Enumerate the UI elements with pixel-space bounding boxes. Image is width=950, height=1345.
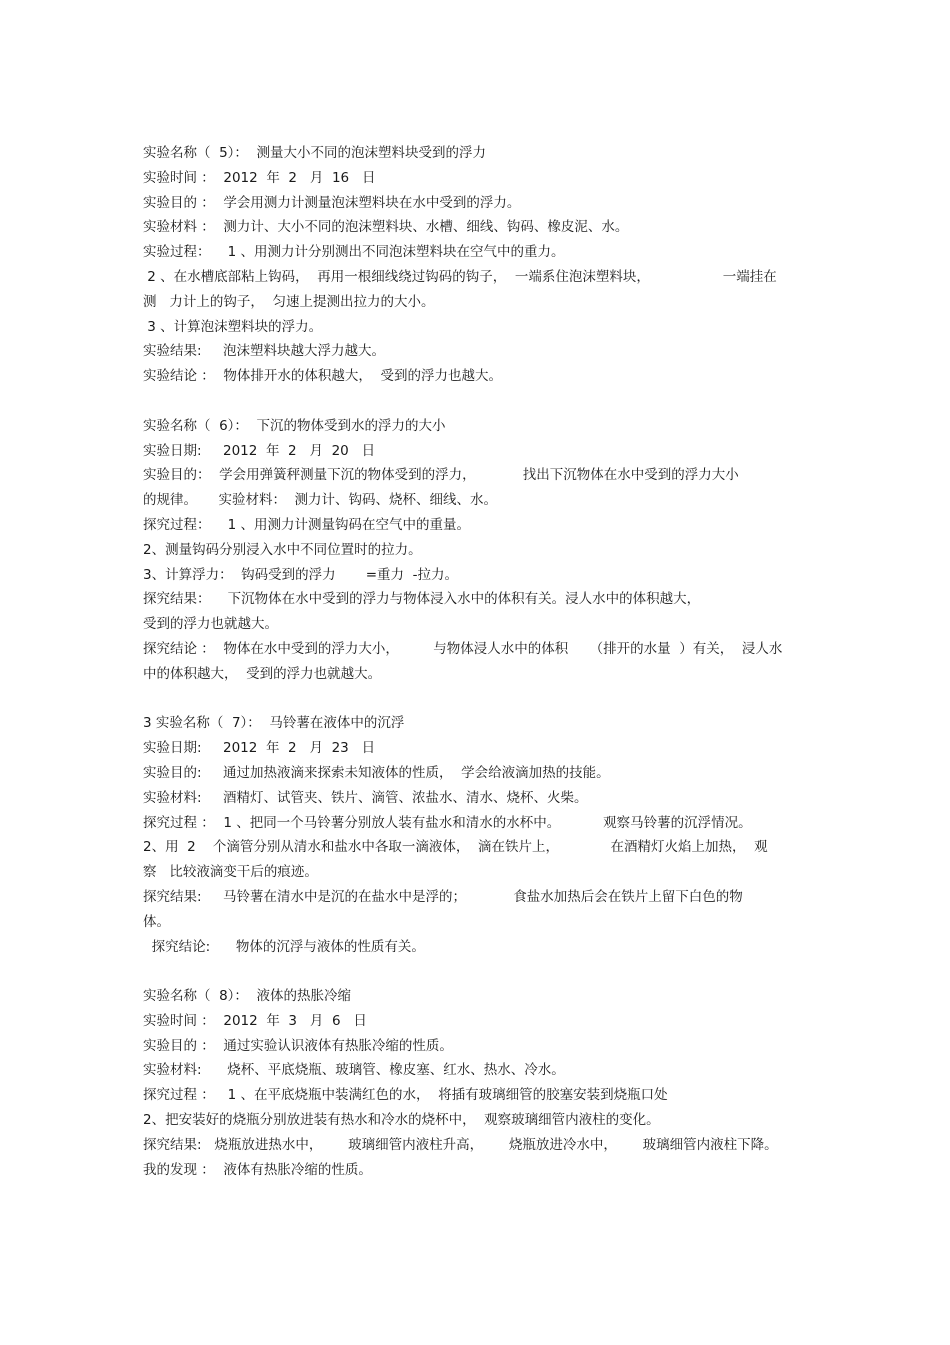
experiment-materials: 实验材料: 酒精灯、试管夹、铁片、滴管、浓盐水、清水、烧杯、火柴。 <box>143 789 588 806</box>
experiment-process: 探究过程 ： 1 、在平底烧瓶中装满红色的水， 将插有玻璃细管的胶塞安装到烧瓶口处 <box>143 1087 668 1104</box>
experiment-date: 实验日期: 2012 年 2 月 23 日 <box>143 740 376 757</box>
section-spacer <box>143 389 823 414</box>
experiment-section-8 <box>143 984 823 1182</box>
experiment-section-6 <box>143 414 823 687</box>
experiment-title: 3 实验名称（ 7）： 马铃薯在液体中的沉浮 <box>143 715 405 732</box>
experiment-result: 探究结果: 烧瓶放进热水中， 玻璃细管内液柱升高， 烧瓶放进冷水中， 玻璃细管内液柱下降。 <box>143 1136 778 1153</box>
experiment-date: 实验日期: 2012 年 2 月 20 日 <box>143 442 376 459</box>
experiment-purpose: 实验目的 ： 学会用测力计测量泡沫塑料块在水中受到的浮力。 <box>143 194 521 211</box>
document-body <box>143 141 823 1182</box>
text-line: 2 、在水槽底部粘上钩码， 再用一根细线绕过钩码的钩子， 一端系住泡沫塑料块， 一端挂在 <box>143 268 777 285</box>
text-line: 3 、计算泡沫塑料块的浮力。 <box>143 318 323 335</box>
experiment-materials: 实验材料 ： 测力计、大小不同的泡沫塑料块、水槽、细线、钩码、橡皮泥、水。 <box>143 219 629 236</box>
text-line: 中的体积越大， 受到的浮力也就越大。 <box>143 665 382 682</box>
experiment-purpose: 实验目的: 通过加热液滴来探索未知液体的性质， 学会给液滴加热的技能。 <box>143 764 610 781</box>
text-line: 3、计算浮力： 钩码受到的浮力 =重力 -拉力。 <box>143 566 458 583</box>
text-line: 2、测量钩码分别浸入水中不同位置时的拉力。 <box>143 541 422 558</box>
experiment-purpose: 实验目的： 学会用弹簧秤测量下沉的物体受到的浮力， 找出下沉物体在水中受到的浮力大小 <box>143 467 739 484</box>
text-line: 2、用 2 个滴管分别从清水和盐水中各取一滴液体， 滴在铁片上， 在酒精灯火焰上加热， 观 <box>143 839 768 856</box>
experiment-title: 实验名称（ 6）： 下沉的物体受到水的浮力的大小 <box>143 417 446 434</box>
section-spacer <box>143 959 823 984</box>
experiment-section-7 <box>143 711 823 959</box>
experiment-finding: 我的发现 ： 液体有热胀冷缩的性质。 <box>143 1161 372 1178</box>
text-line: 2、把安装好的烧瓶分别放进装有热水和冷水的烧杯中， 观察玻璃细管内液柱的变化。 <box>143 1112 660 1129</box>
experiment-process: 探究过程： 1 、用测力计测量钩码在空气中的重量。 <box>143 516 471 533</box>
experiment-purpose: 实验目的 ： 通过实验认识液体有热胀冷缩的性质。 <box>143 1037 453 1054</box>
experiment-title: 实验名称（ 5）： 测量大小不同的泡沫塑料块受到的浮力 <box>143 145 487 161</box>
text-line: 体。 <box>143 913 170 930</box>
experiment-materials: 实验材料: 烧杯、平底烧瓶、玻璃管、橡皮塞、红水、热水、冷水。 <box>143 1062 565 1079</box>
text-line: 的规律。 实验材料： 测力计、钩码、烧杯、细线、水。 <box>143 492 498 509</box>
experiment-date: 实验时间 ： 2012 年 3 月 6 日 <box>143 1012 367 1029</box>
experiment-conclusion: 实验结论 ： 物体排开水的体积越大， 受到的浮力也越大。 <box>143 368 502 385</box>
experiment-result: 实验结果: 泡沫塑料块越大浮力越大。 <box>143 343 386 360</box>
text-line: 测 力计上的钩子， 匀速上提测出拉力的大小。 <box>143 293 435 310</box>
text-line: 察 比较液滴变干后的痕迹。 <box>143 864 318 881</box>
experiment-title: 实验名称（ 8）： 液体的热胀冷缩 <box>143 988 352 1005</box>
experiment-conclusion: 探究结论: 物体的沉浮与液体的性质有关。 <box>143 938 425 955</box>
experiment-section-5 <box>143 141 823 389</box>
experiment-date: 实验时间 ： 2012 年 2 月 16 日 <box>143 169 376 186</box>
experiment-process: 实验过程： 1 、用测力计分别测出不同泡沫塑料块在空气中的重力。 <box>143 244 565 261</box>
section-spacer <box>143 687 823 712</box>
experiment-result: 探究结果： 下沉物体在水中受到的浮力与物体浸入水中的体积有关。浸人水中的体积越大， <box>143 591 701 608</box>
experiment-process: 探究过程 ： 1 、把同一个马铃薯分别放人装有盐水和清水的水杯中。 观察马铃薯的沉浮情况。 <box>143 814 752 831</box>
text-line: 受到的浮力也就越大。 <box>143 616 278 633</box>
experiment-conclusion: 探究结论 ： 物体在水中受到的浮力大小， 与物体浸人水中的体积 （排开的水量 ）有关， 浸人水 <box>143 640 783 657</box>
experiment-result: 探究结果: 马铃薯在清水中是沉的在盐水中是浮的； 食盐水加热后会在铁片上留下白色的物 <box>143 888 743 905</box>
